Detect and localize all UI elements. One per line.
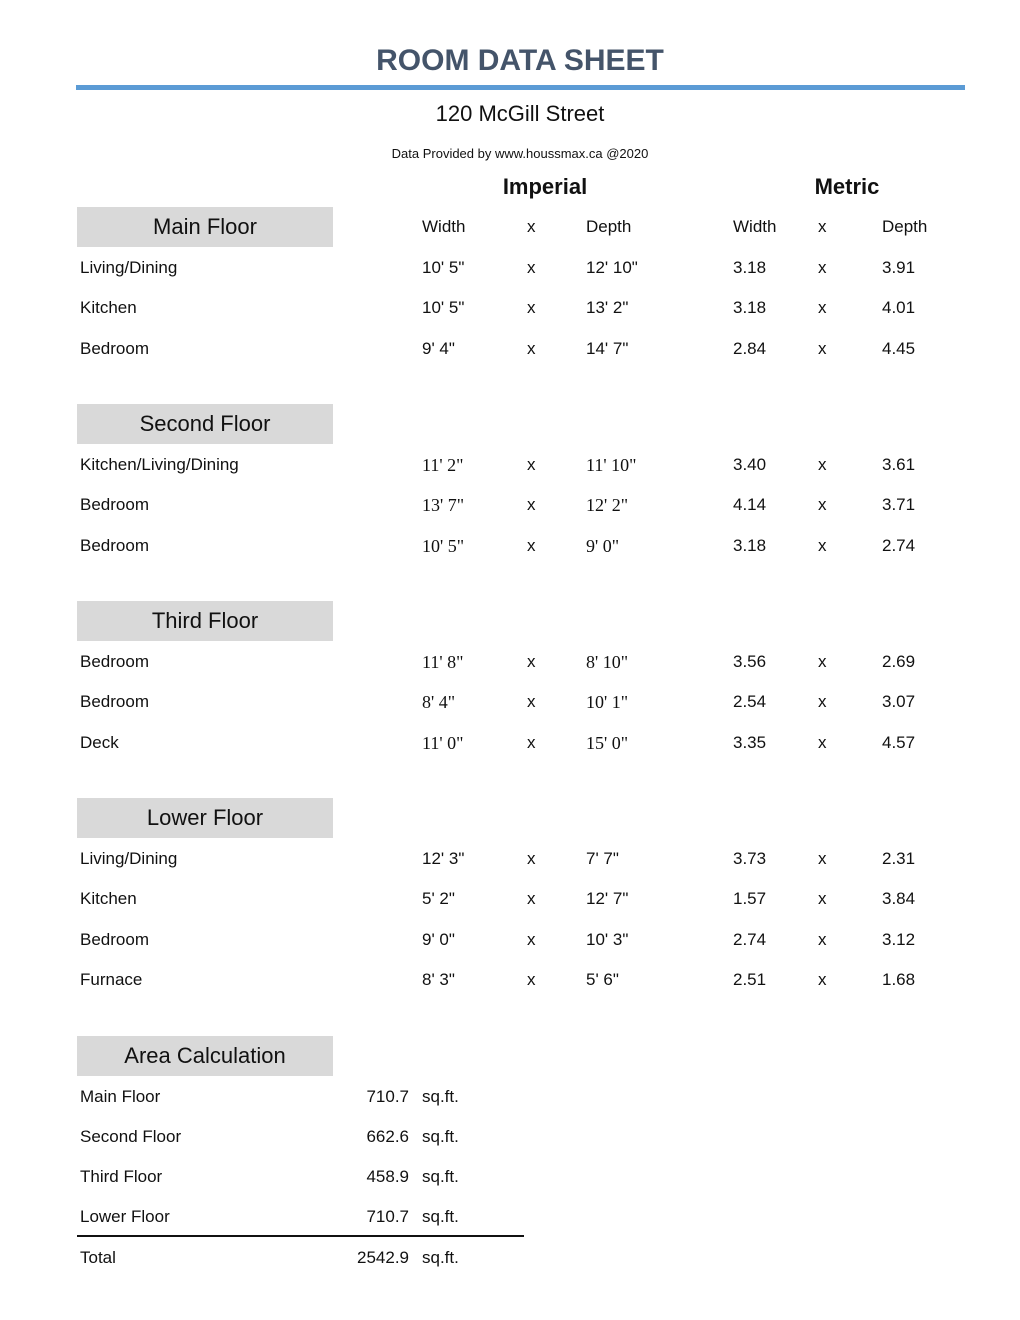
area-unit: sq.ft. [422,1087,459,1106]
total-unit: sq.ft. [422,1248,459,1267]
area-unit: sq.ft. [422,1167,459,1186]
imperial-heading: Imperial [502,174,588,199]
section-header: Main Floor [77,207,333,247]
room-name: Bedroom [80,338,149,358]
metric-width: 1.57 [733,889,767,909]
metric-width-header: Width [733,217,777,236]
metric-depth: 1.68 [882,969,916,989]
metric-x: x [818,849,827,868]
imperial-x: x [527,849,536,868]
metric-width: 4.14 [733,495,767,515]
imperial-width: 11' 0" [422,732,464,753]
imperial-x: x [527,969,536,989]
room-name: Bedroom [80,652,149,671]
imperial-x: x [527,732,536,752]
imperial-depth: 10' 1" [586,692,629,713]
metric-depth-header: Depth [882,217,928,236]
imperial-width: 10' 5" [422,258,465,277]
imperial-depth: 14' 7" [586,338,629,358]
imperial-depth: 9' 0" [586,535,620,556]
imperial-width: 11' 8" [422,652,464,672]
metric-x: x [818,298,827,318]
section-header: Lower Floor [77,798,333,838]
room-name: Bedroom [80,692,149,712]
title-rule [76,85,965,90]
metric-width: 3.35 [733,732,767,752]
imperial-depth: 7' 7" [586,849,619,868]
metric-depth: 4.57 [882,732,916,752]
area-calculation-header: Area Calculation [77,1036,333,1076]
room-name: Kitchen [80,889,137,909]
imperial-width: 5' 2" [422,889,455,909]
imperial-width: 10' 5" [422,298,465,318]
metric-width: 2.54 [733,692,767,712]
metric-x: x [818,258,827,277]
imperial-x: x [527,455,536,474]
metric-depth: 2.74 [882,535,916,555]
area-value: 458.9 [366,1167,409,1186]
imperial-depth: 11' 10" [586,455,637,475]
metric-depth: 2.69 [882,652,916,671]
total-value: 2542.9 [357,1248,409,1267]
metric-depth: 3.71 [882,495,916,515]
imperial-width: 13' 7" [422,495,465,516]
imperial-x: x [527,535,536,555]
metric-width: 3.18 [733,298,767,318]
imperial-depth: 10' 3" [586,929,629,949]
room-name: Deck [80,732,119,752]
area-value: 662.6 [366,1127,409,1146]
metric-depth: 4.01 [882,298,916,318]
area-value: 710.7 [366,1087,409,1106]
area-value: 710.7 [366,1207,409,1226]
imperial-width: 12' 3" [422,849,465,868]
metric-width: 3.56 [733,652,767,671]
metric-x: x [818,535,827,555]
metric-depth: 3.07 [882,692,916,712]
metric-heading: Metric [814,174,880,199]
metric-x: x [818,929,827,949]
metric-depth: 3.12 [882,929,916,949]
area-unit: sq.ft. [422,1207,459,1226]
imperial-width: 8' 4" [422,692,456,713]
imperial-width: 9' 0" [422,929,455,949]
metric-x: x [818,969,827,989]
metric-x: x [818,692,827,712]
room-name: Living/Dining [80,258,178,277]
room-name: Bedroom [80,495,149,515]
metric-x: x [818,338,827,358]
area-unit: sq.ft. [422,1127,459,1146]
imperial-x: x [527,692,536,712]
metric-width: 3.18 [733,535,767,555]
imperial-depth: 5' 6" [586,969,619,989]
room-name: Kitchen [80,298,137,318]
metric-width: 2.84 [733,338,767,358]
imperial-x: x [527,298,536,318]
area-label: Third Floor [80,1167,163,1186]
imperial-x: x [527,929,536,949]
room-name: Furnace [80,969,143,989]
room-name: Living/Dining [80,849,178,868]
metric-depth: 4.45 [882,338,916,358]
section-header: Second Floor [77,404,333,444]
imperial-x-header: x [527,217,536,236]
metric-x: x [818,889,827,909]
imperial-depth: 12' 10" [586,258,638,277]
imperial-depth: 15' 0" [586,732,629,753]
imperial-x: x [527,495,536,515]
metric-width: 3.40 [733,455,767,474]
room-name: Kitchen/Living/Dining [80,455,239,474]
area-label: Lower Floor [80,1207,170,1226]
metric-depth: 3.91 [882,258,916,277]
metric-width: 2.51 [733,969,767,989]
imperial-width: 10' 5" [422,535,465,556]
metric-width: 3.73 [733,849,767,868]
metric-width: 3.18 [733,258,767,277]
address: 120 McGill Street [435,101,605,126]
imperial-depth: 8' 10" [586,652,629,672]
metric-x-header: x [818,217,827,236]
room-name: Bedroom [80,535,149,555]
area-label: Main Floor [80,1087,161,1106]
area-label: Second Floor [80,1127,182,1146]
metric-depth: 3.61 [882,455,916,474]
page-title: ROOM DATA SHEET [376,44,664,77]
imperial-depth-header: Depth [586,217,632,236]
metric-depth: 3.84 [882,889,916,909]
imperial-x: x [527,338,536,358]
imperial-depth: 12' 2" [586,495,629,516]
metric-x: x [818,652,827,671]
room-name: Bedroom [80,929,149,949]
imperial-x: x [527,889,536,909]
imperial-width: 11' 2" [422,455,464,475]
section-header: Third Floor [77,601,333,641]
imperial-width: 9' 4" [422,338,455,358]
imperial-width: 8' 3" [422,969,455,989]
imperial-width-header: Width [422,217,466,236]
total-label: Total [80,1248,116,1267]
metric-x: x [818,455,827,474]
metric-x: x [818,495,827,515]
imperial-depth: 12' 7" [586,889,629,909]
provider-note: Data Provided by www.houssmax.ca @2020 [391,146,649,161]
imperial-depth: 13' 2" [586,298,629,318]
metric-width: 2.74 [733,929,767,949]
imperial-x: x [527,258,536,277]
total-rule [77,1235,524,1237]
metric-x: x [818,732,827,752]
metric-depth: 2.31 [882,849,916,868]
imperial-x: x [527,652,536,671]
